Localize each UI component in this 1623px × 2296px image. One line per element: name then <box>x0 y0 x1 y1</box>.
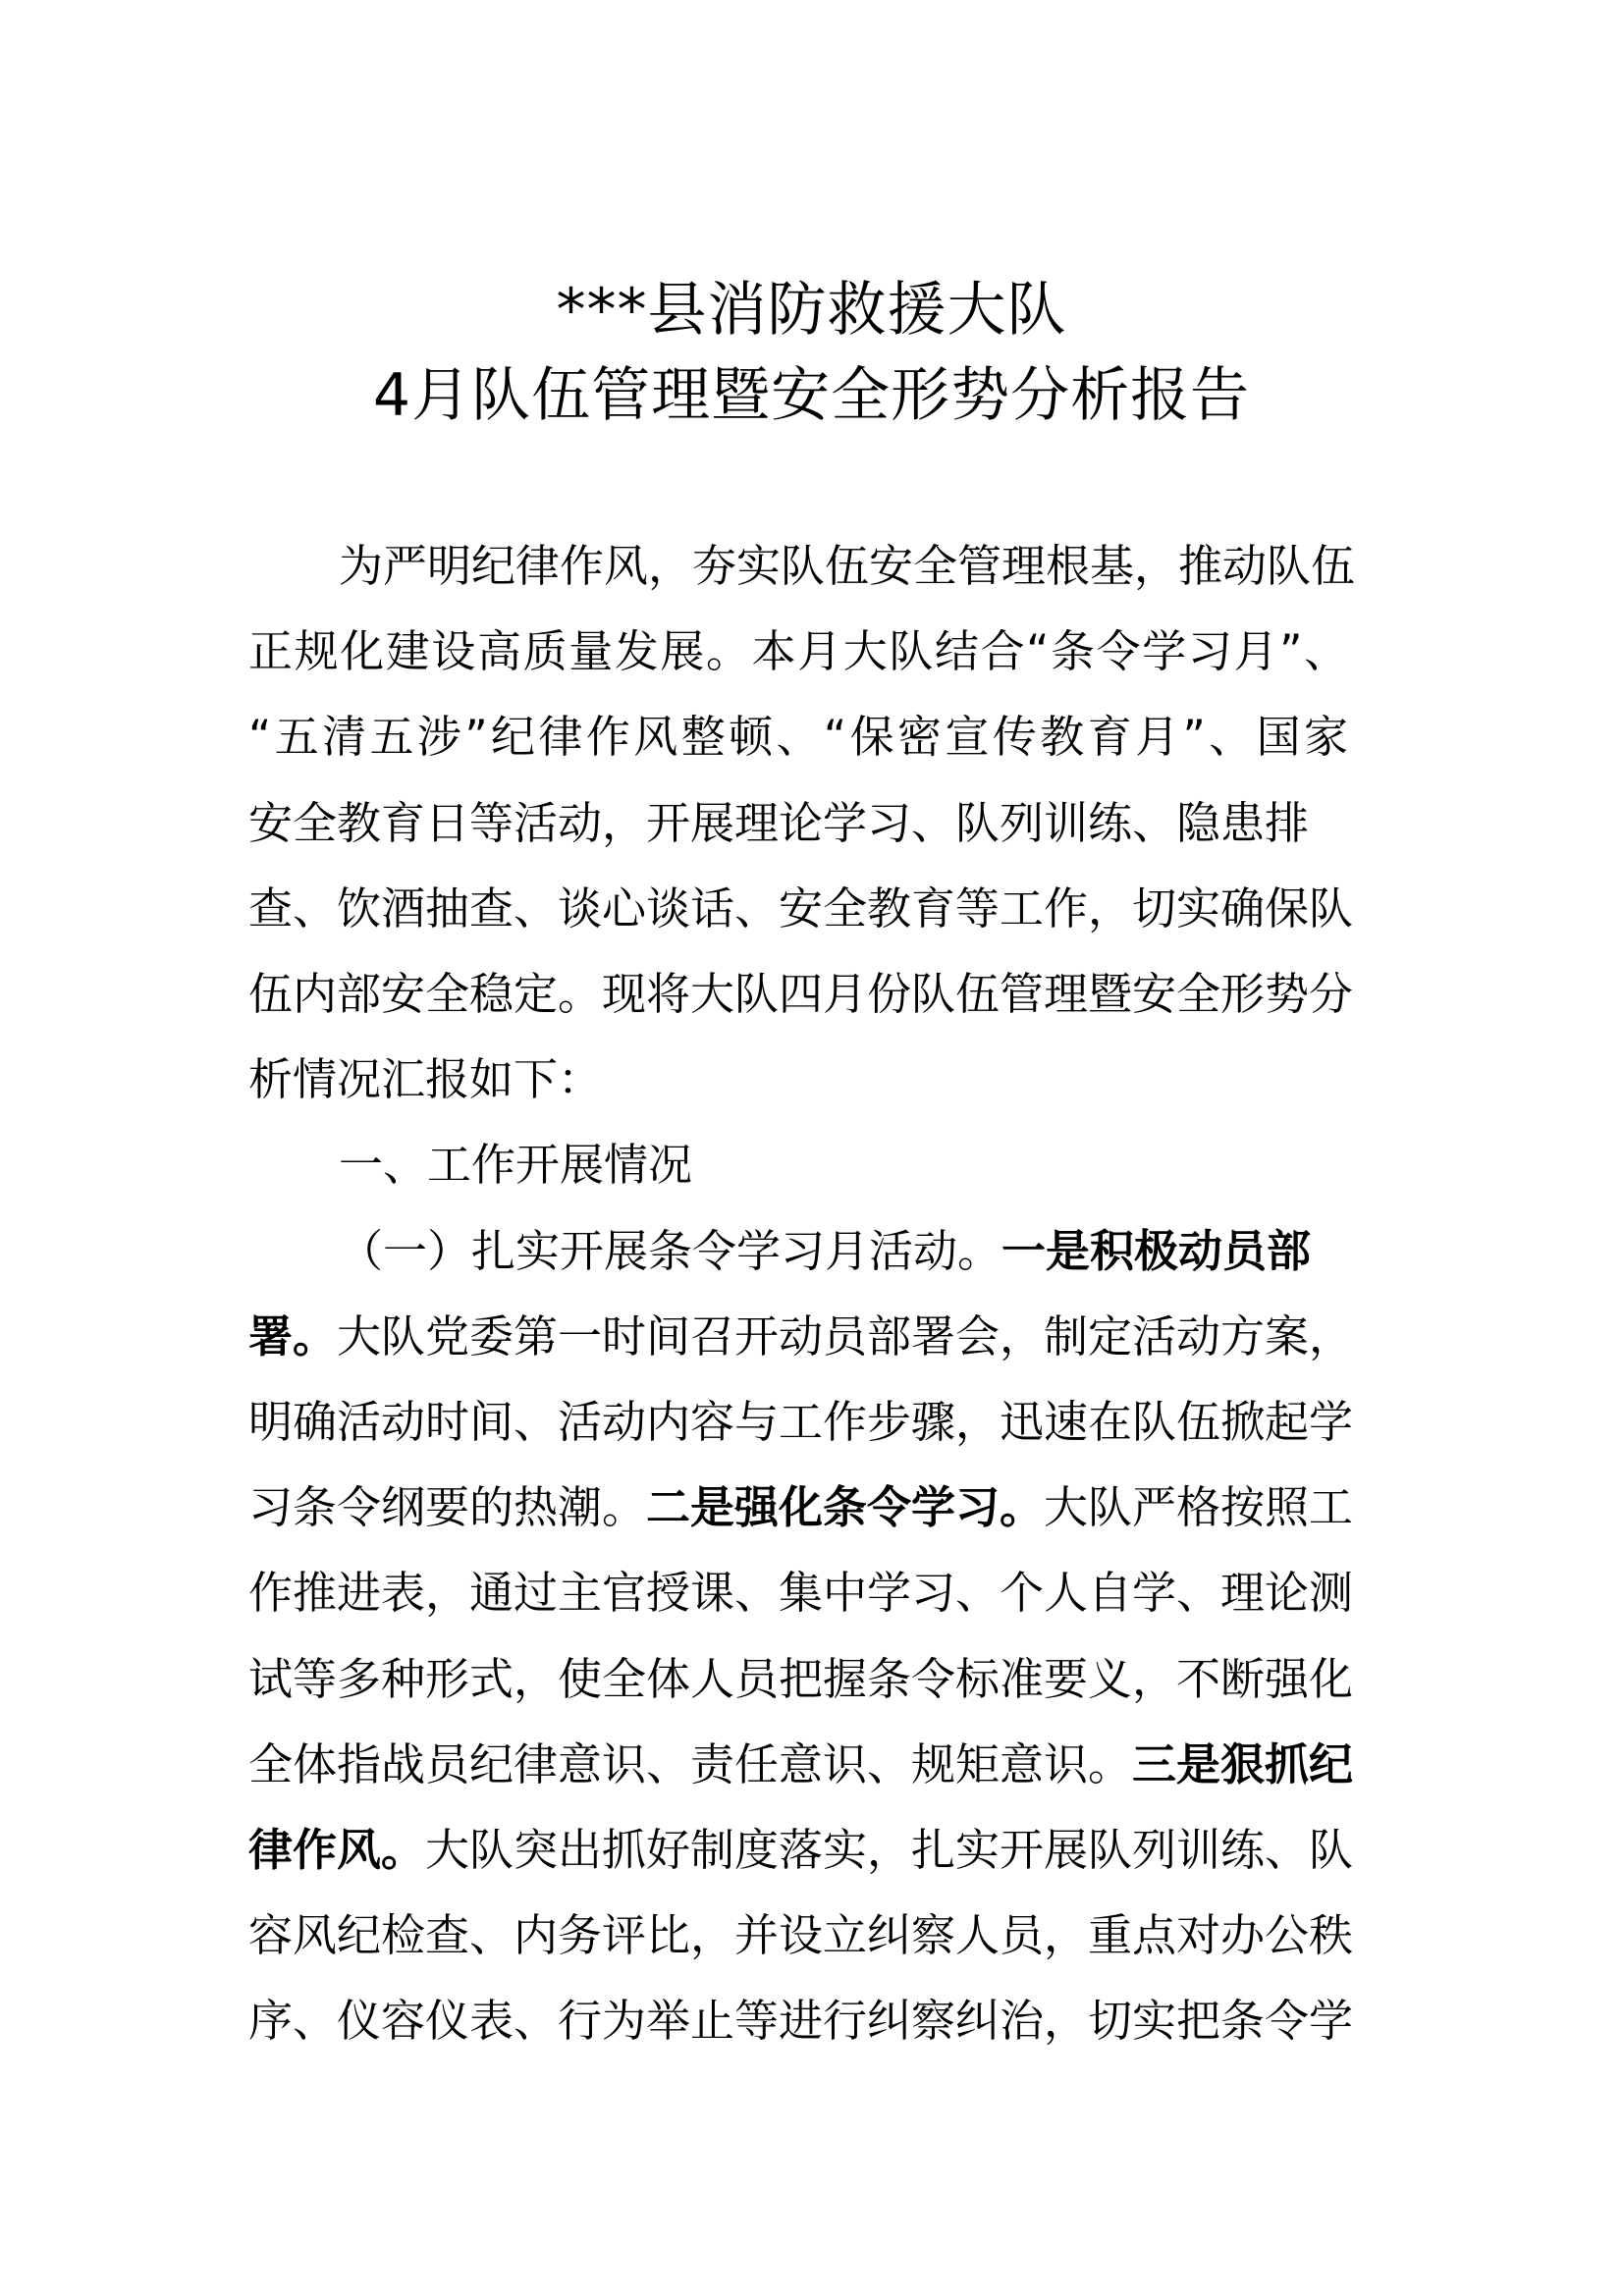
text-segment: 习条令纲要的热潮。 <box>248 1481 647 1534</box>
text-segment: 作推进表，通过主官授课、集中学习、个人自学、理论测 <box>248 1567 1354 1620</box>
document-title-line-2: 4月队伍管理暨安全形势分析报告 <box>372 361 1251 430</box>
text-segment: 一、工作开展情况 <box>339 1139 693 1192</box>
body-line <box>339 523 1356 609</box>
text-segment: （一）扎实开展条令学习月活动。 <box>339 1224 1002 1277</box>
text-segment: 安全教育日等活动，开展理论学习、队列训练、隐患排 <box>248 796 1310 849</box>
body-line <box>248 1465 1354 1550</box>
body-line <box>248 1037 1348 1122</box>
body-line <box>248 951 1354 1037</box>
bold-text-segment: 二是强化条令学习。 <box>646 1481 1045 1534</box>
body-line <box>248 1978 1354 2063</box>
text-segment: 伍内部安全稳定。现将大队四月份队伍管理暨安全形势分 <box>248 968 1354 1020</box>
text-segment: 容风纪检查、内务评比，并设立纠察人员，重点对办公秩 <box>248 1909 1354 1962</box>
text-segment: 序、仪容仪表、行为举止等进行纠察纠治，切实把条令学 <box>248 1995 1354 2048</box>
body-line <box>248 1636 1354 1722</box>
body-line <box>248 1379 1354 1465</box>
bold-text-segment: 三是狠抓纪 <box>1132 1737 1354 1790</box>
text-segment: 大队严格按照工 <box>1044 1481 1354 1534</box>
body-line <box>248 694 1348 779</box>
body-line <box>248 1722 1354 1807</box>
body-line <box>248 780 1348 866</box>
document-title-line-1: ***县消防救援大队 <box>556 276 1067 345</box>
body-line <box>248 1294 1354 1379</box>
text-segment: 为严明纪律作风，夯实队伍安全管理根基，推动队伍 <box>339 540 1356 592</box>
text-segment: 全体指战员纪律意识、责任意识、规矩意识。 <box>248 1737 1133 1790</box>
text-segment: 明确活动时间、活动内容与工作步骤，迅速在队伍掀起学 <box>248 1396 1354 1448</box>
text-segment: “五清五涉”纪律作风整顿、“保密宣传教育月”、国家 <box>248 711 1348 764</box>
bold-text-segment: 一是积极动员部 <box>1001 1224 1312 1277</box>
text-segment: 查、饮酒抽查、谈心谈话、安全教育等工作，切实确保队 <box>248 881 1354 934</box>
text-segment: 正规化建设高质量发展。本月大队结合“条令学习月”、 <box>248 625 1348 678</box>
body-line <box>248 1807 1354 1893</box>
body-line <box>248 1893 1354 1978</box>
text-segment: 大队党委第一时间召开动员部署会，制定活动方案， <box>337 1309 1354 1362</box>
text-segment: 试等多种形式，使全体人员把握条令标准要义，不断强化 <box>248 1652 1354 1705</box>
body-line <box>339 1122 1348 1207</box>
body-line <box>248 1550 1354 1635</box>
bold-text-segment: 律作风。 <box>248 1824 426 1876</box>
body-line <box>339 1208 1348 1294</box>
text-segment: 析情况汇报如下： <box>248 1053 603 1106</box>
text-segment: 大队突出抓好制度落实，扎实开展队列训练、队 <box>425 1824 1354 1876</box>
bold-text-segment: 署。 <box>248 1309 338 1362</box>
body-line <box>248 866 1354 951</box>
body-line <box>248 609 1348 694</box>
